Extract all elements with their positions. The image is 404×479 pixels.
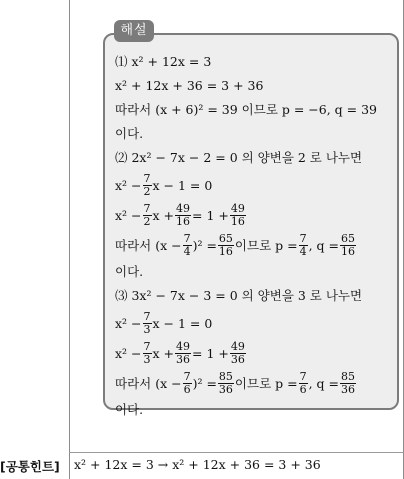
common-hint-label: [공통힌트] (0, 459, 60, 474)
s1-line-4: 이다. (115, 126, 144, 141)
s2-eq2-frac2: $\frac{49}{16}$ (176, 201, 191, 228)
s3-c-a: 따라서 (x − (115, 376, 182, 391)
s2-eq1-b: x − 1 = 0 (152, 177, 213, 193)
solution-content (115, 50, 393, 422)
s3-eq1 (115, 308, 393, 338)
s3-eq2-frac1: $\frac{7}{3}$ (143, 339, 151, 366)
s3-eq2-frac2: $\frac{49}{36}$ (176, 339, 191, 366)
s3-c-frac4: $\frac{85}{36}$ (340, 369, 355, 396)
s2-conclusion (115, 230, 393, 260)
s2-c-c: 이므로 p = (234, 238, 298, 253)
s2-c-a: 따라서 (x − (115, 238, 182, 253)
s3-eq2-c: = 1 + (192, 345, 229, 361)
s3-eq2-b: x + (152, 345, 175, 361)
s2-c-b: )² = (192, 237, 217, 253)
s2-intro: ⑵ 2x² − 7x − 2 = 0 의 양변을 2 로 나누면 (115, 150, 363, 165)
s1-line-2: x² + 12x + 36 = 3 + 36 (115, 78, 264, 93)
s3-c-b: )² = (192, 375, 217, 391)
s2-eq2-c: = 1 + (192, 207, 229, 223)
s3-eq2-a: x² − (115, 345, 142, 361)
s2-eq2-b: x + (152, 207, 175, 223)
common-hint-text: x² + 12x = 3 → x² + 12x + 36 = 3 + 36 (74, 457, 321, 472)
solution-badge: 해설 (114, 20, 154, 42)
s1-line-3: 따라서 (x + 6)² = 39 이므로 p = −6, q = 39 (115, 102, 378, 117)
s2-eq2-frac1: $\frac{7}{2}$ (143, 201, 151, 228)
s3-intro: ⑶ 3x² − 7x − 3 = 0 의 양변을 3 로 나누면 (115, 288, 363, 303)
s2-c-frac4: $\frac{65}{16}$ (340, 231, 355, 258)
s2-eq1-a: x² − (115, 177, 142, 193)
s3-eq1-b: x − 1 = 0 (152, 315, 213, 331)
s2-end: 이다. (115, 264, 144, 279)
s2-eq1 (115, 170, 393, 200)
s3-c-d: , q = (308, 375, 339, 391)
s1-line-1: ⑴ x² + 12x = 3 (115, 54, 212, 69)
s2-eq2 (115, 200, 393, 230)
s2-eq1-frac: $\frac{7}{2}$ (143, 171, 151, 198)
s2-c-frac2: $\frac{65}{16}$ (218, 231, 233, 258)
hint-divider (69, 452, 404, 453)
s3-c-c: 이므로 p = (234, 376, 298, 391)
s2-c-d: , q = (308, 237, 339, 253)
s3-end: 이다. (115, 402, 144, 417)
s3-eq1-frac: $\frac{7}{3}$ (143, 309, 151, 336)
s3-c-frac1: $\frac{7}{6}$ (183, 369, 191, 396)
s3-c-frac3: $\frac{7}{6}$ (299, 369, 307, 396)
s3-conclusion (115, 368, 393, 398)
s2-c-frac1: $\frac{7}{4}$ (183, 231, 191, 258)
s2-c-frac3: $\frac{7}{4}$ (299, 231, 307, 258)
s3-c-frac2: $\frac{85}{36}$ (218, 369, 233, 396)
s2-eq2-frac3: $\frac{49}{16}$ (230, 201, 245, 228)
s3-eq1-a: x² − (115, 315, 142, 331)
s2-eq2-a: x² − (115, 207, 142, 223)
s3-eq2-frac3: $\frac{49}{36}$ (230, 339, 245, 366)
s3-eq2 (115, 338, 393, 368)
